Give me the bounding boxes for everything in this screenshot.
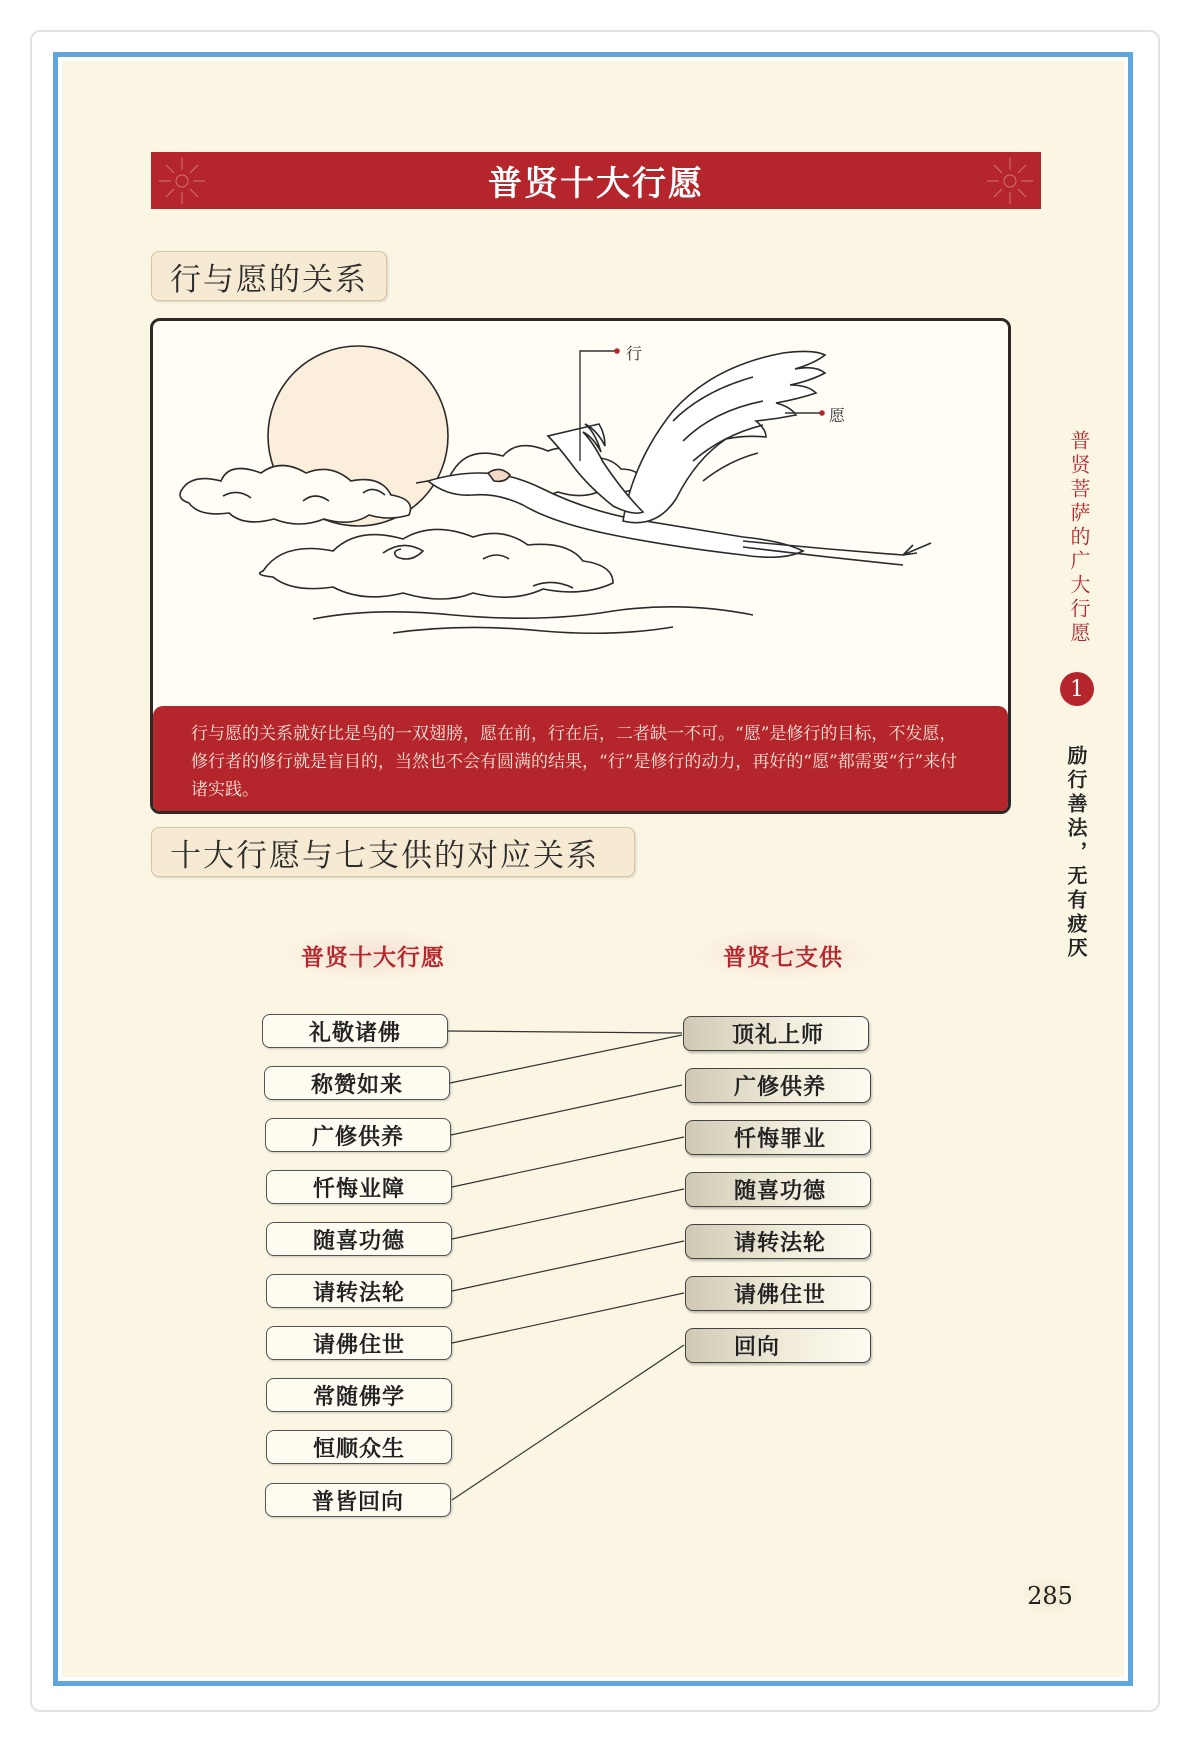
right-item-1: 顶礼上师 [683, 1016, 869, 1051]
left-item-9: 恒顺众生 [266, 1430, 452, 1464]
left-item-3: 广修供养 [265, 1118, 451, 1152]
left-item-5: 随喜功德 [266, 1222, 452, 1256]
left-item-6: 请转法轮 [266, 1274, 452, 1308]
left-item-4: 忏悔业障 [266, 1170, 452, 1204]
right-column-title: 普贤七支供 [688, 928, 878, 982]
right-item-3: 忏悔罪业 [685, 1120, 871, 1155]
left-item-1: 礼敬诸佛 [262, 1014, 448, 1048]
section-heading-correspondence: 十大行愿与七支供的对应关系 [151, 827, 635, 877]
left-column-title: 普贤十大行愿 [278, 928, 468, 982]
right-item-7: 回向 [685, 1328, 871, 1363]
left-item-7: 请佛住世 [266, 1326, 452, 1360]
illustration-caption: 行与愿的关系就好比是鸟的一双翅膀，愿在前，行在后，二者缺一不可。“愿”是修行的目标，不发愿，修行者的修行就是盲目的，当然也不会有圆满的结果，“行”是修行的动力，再好的“愿”都需要“行”来付诸实践。 [153, 706, 1008, 811]
section-heading-xing-yuan: 行与愿的关系 [151, 251, 387, 301]
side-chapter-title: 普贤菩萨的广大行愿 [1067, 430, 1091, 646]
page-number: 285 [1020, 1576, 1080, 1616]
right-item-4: 随喜功德 [685, 1172, 871, 1207]
right-item-6: 请佛住世 [685, 1276, 871, 1311]
left-item-2: 称赞如来 [264, 1066, 450, 1100]
label-xing: 行 [626, 344, 643, 363]
left-item-8: 常随佛学 [266, 1378, 452, 1412]
right-item-2: 广修供养 [685, 1068, 871, 1103]
chapter-number-badge: 1 [1060, 672, 1094, 706]
label-yuan: 愿 [829, 406, 846, 425]
left-item-10: 普皆回向 [265, 1483, 451, 1517]
right-item-5: 请转法轮 [685, 1224, 871, 1259]
page-title: 普贤十大行愿 [488, 164, 704, 204]
side-subtitle: 励行善法，无有疲厌 [1064, 745, 1088, 961]
